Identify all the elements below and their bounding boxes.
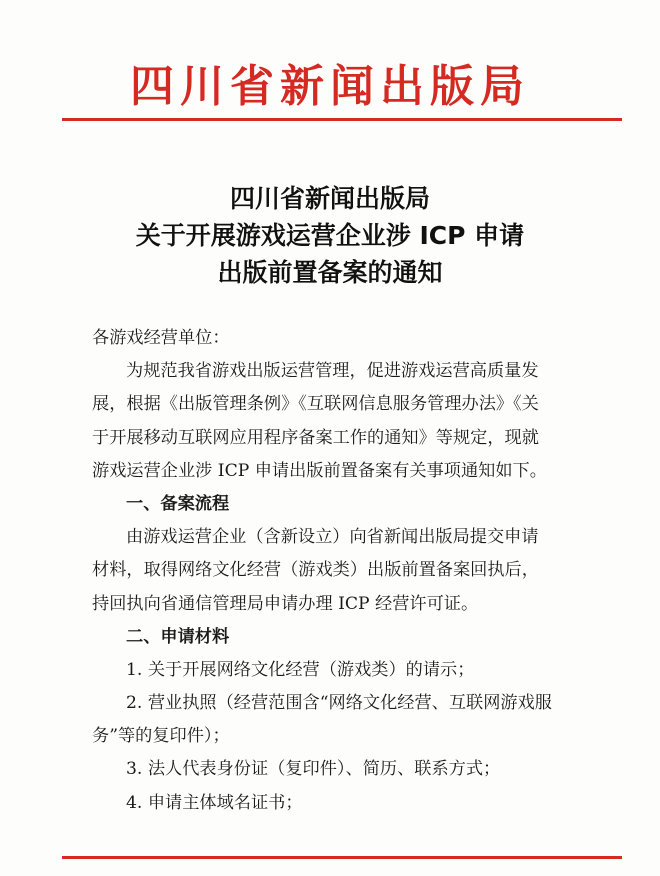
material-item-1: 1. 关于开展网络文化经营（游戏类）的请示； xyxy=(126,659,475,680)
process-line-2: 材料，取得网络文化经营（游戏类）出版前置备案回执后， xyxy=(92,560,539,581)
salutation: 各游戏经营单位： xyxy=(92,328,230,348)
title-line-1: 四川省新闻出版局 xyxy=(229,184,430,213)
intro-line-3: 于开展移动互联网应用程序备案工作的通知》等规定，现就 xyxy=(92,427,539,448)
notice-title xyxy=(0,180,660,291)
material-item-4: 4. 申请主体域名证书； xyxy=(126,792,303,813)
intro-line-4: 游戏运营企业涉 ICP 申请出版前置备案有关事项通知如下。 xyxy=(92,460,547,481)
section-heading-process: 一、备案流程 xyxy=(126,493,230,514)
section-heading-materials: 二、申请材料 xyxy=(126,626,230,647)
material-item-3: 3. 法人代表身份证（复印件）、简历、联系方式； xyxy=(126,759,501,780)
title-line-3: 出版前置备案的通知 xyxy=(217,258,443,287)
title-line-2: 关于开展游戏运营企业涉 ICP 申请 xyxy=(135,221,525,250)
material-item-2-line-1: 2. 营业执照（经营范围含“网络文化经营、互联网游戏服 xyxy=(126,693,552,714)
material-item-2-line-2: 务”等的复印件）； xyxy=(92,726,230,747)
footer-divider xyxy=(62,856,622,859)
notice-body xyxy=(92,322,558,820)
masthead-title: 四川省新闻出版局 xyxy=(130,61,530,112)
intro-line-1: 为规范我省游戏出版运营管理，促进游戏运营高质量发 xyxy=(126,361,539,382)
process-line-1: 由游戏运营企业（含新设立）向省新闻出版局提交申请 xyxy=(126,527,539,548)
process-line-3: 持回执向省通信管理局申请办理 ICP 经营许可证。 xyxy=(92,593,479,614)
masthead-divider xyxy=(62,118,622,121)
intro-line-2: 展，根据《出版管理条例》《互联网信息服务管理办法》《关 xyxy=(92,394,539,415)
